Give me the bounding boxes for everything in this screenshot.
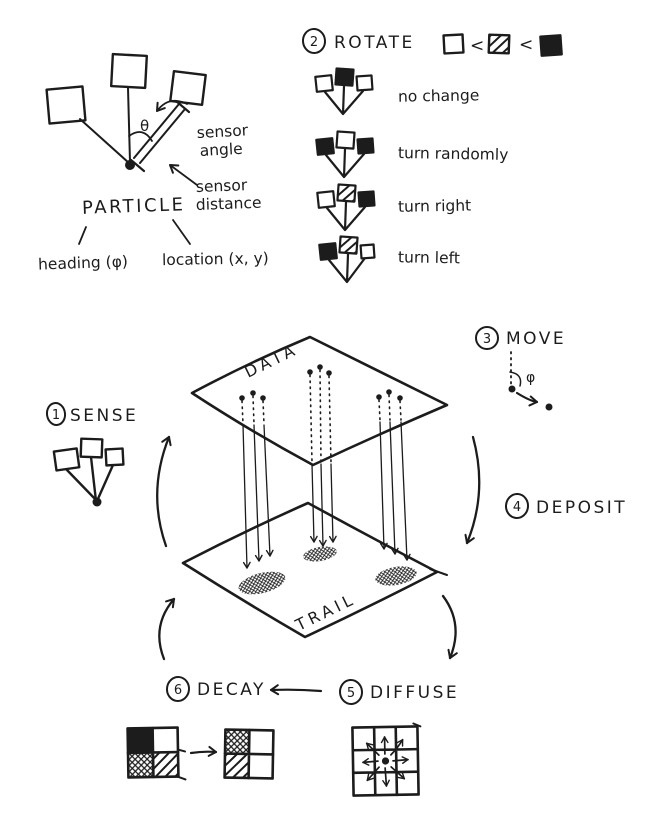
data-plane-label: DATA xyxy=(241,339,302,382)
sensor-glyph xyxy=(316,131,373,177)
sensor-square-right xyxy=(170,71,205,105)
particle-dot xyxy=(93,498,102,507)
deposit-arrow xyxy=(312,464,314,542)
dotted-trail xyxy=(263,401,264,424)
deposit-arrow xyxy=(321,464,323,546)
particle-dot xyxy=(376,394,382,400)
dotted-particle-trails xyxy=(242,370,401,462)
svg-text:6: 6 xyxy=(173,683,183,698)
particle-dot xyxy=(317,364,323,370)
svg-text:angle: angle xyxy=(199,139,244,160)
particle-dot xyxy=(326,370,332,376)
svg-text:2: 2 xyxy=(309,35,319,50)
particle-start-dot xyxy=(509,386,516,393)
rotate-row xyxy=(316,131,508,177)
decay-step xyxy=(166,676,266,702)
rotate-row-label: turn left xyxy=(397,248,461,268)
cycle-arc-left xyxy=(157,437,169,546)
move-label: MOVE xyxy=(506,329,567,349)
deposit-arrow xyxy=(390,422,395,554)
sensor-square-left xyxy=(47,86,86,123)
deposit-arrow xyxy=(401,422,407,560)
decay-grid-after xyxy=(225,730,274,779)
less-than-sign: < xyxy=(470,36,485,56)
diffuse-step xyxy=(339,679,459,705)
grid-cell xyxy=(225,754,249,778)
rotate-row-label: turn right xyxy=(397,196,472,216)
diffuse-center-dot xyxy=(382,757,389,764)
trail-smudge xyxy=(236,567,287,598)
deposit-arrow xyxy=(254,425,259,561)
sensor-square xyxy=(315,75,332,92)
grid-cell xyxy=(153,752,178,777)
heading-connector-line xyxy=(79,227,86,244)
theta-symbol: θ xyxy=(140,117,150,135)
sensor-glyph xyxy=(315,68,372,114)
svg-text:4: 4 xyxy=(512,500,522,515)
sensor-square xyxy=(336,131,354,148)
particle-anatomy-diagram xyxy=(38,54,269,274)
sense-step xyxy=(46,402,139,507)
svg-text:1: 1 xyxy=(51,408,61,423)
deposit-arrow xyxy=(243,425,247,568)
dotted-trail xyxy=(400,401,401,420)
cycle-arc-bottom-left xyxy=(159,599,174,659)
grid-cell xyxy=(128,752,153,777)
particle-dot xyxy=(250,390,256,396)
dotted-trail xyxy=(329,376,331,462)
rotate-step-badge xyxy=(302,28,326,54)
rotate-row xyxy=(319,236,460,282)
particle-dot xyxy=(260,395,266,401)
rotate-row-label: turn randomly xyxy=(397,144,509,164)
sensor-square xyxy=(106,449,124,466)
move-arrow xyxy=(517,393,537,402)
rotate-row xyxy=(315,68,479,114)
deposit-arrow xyxy=(380,422,384,549)
sensor-square xyxy=(357,75,373,90)
sensor-square xyxy=(337,184,355,201)
diffuse-to-decay-arrow xyxy=(271,690,321,691)
diffuse-label: DIFFUSE xyxy=(370,683,460,703)
sensor-square-middle xyxy=(111,54,147,88)
grid-cell xyxy=(249,754,273,778)
heading-label: heading (φ) xyxy=(37,252,129,274)
location-connector-line xyxy=(173,220,190,244)
deposit-arrows xyxy=(243,422,407,568)
cycle-arc-right xyxy=(467,437,479,543)
trail-smudge xyxy=(302,544,338,564)
trail-plane-label: TRAIL xyxy=(292,589,360,635)
dotted-trail xyxy=(310,375,312,462)
particle-dot xyxy=(125,160,135,170)
rotate-row-label: no change xyxy=(397,86,480,106)
decay-label: DECAY xyxy=(197,680,266,700)
move-glyph xyxy=(509,352,553,411)
sensor-square xyxy=(319,243,336,260)
sensor-square xyxy=(358,138,374,153)
sensor-distance-label xyxy=(196,176,262,214)
sensor-square xyxy=(81,439,103,458)
dotted-trail xyxy=(389,395,390,420)
grid-cell xyxy=(128,728,153,753)
diffuse-arrow-down xyxy=(385,768,386,786)
svg-text:distance: distance xyxy=(195,193,262,214)
sensor-arm-middle xyxy=(128,88,130,162)
less-than-sign: < xyxy=(519,35,534,55)
svg-text:3: 3 xyxy=(482,332,492,347)
legend-square-hatched xyxy=(489,35,510,54)
legend-square-solid xyxy=(540,35,561,55)
sense-glyph xyxy=(54,439,124,507)
grid-cell xyxy=(249,730,273,754)
deposit-arrow xyxy=(331,464,333,542)
particle-dot xyxy=(307,369,313,375)
sensor-distance-arrow xyxy=(170,165,197,185)
sensor-glyph xyxy=(317,184,374,230)
weight-legend xyxy=(444,34,562,56)
simulation-cycle xyxy=(46,327,628,705)
sensor-arm-left xyxy=(80,119,129,163)
sensor-square xyxy=(316,138,333,155)
grid-cell xyxy=(225,730,249,754)
cycle-arc-bottom-right xyxy=(443,596,456,658)
sensor-glyph xyxy=(319,236,374,282)
legend-square-empty xyxy=(444,34,464,53)
sensor-square xyxy=(335,68,353,85)
particle-title: PARTICLE xyxy=(81,194,186,219)
sensor-square xyxy=(54,448,79,470)
grid-cell xyxy=(153,728,178,753)
decay-transform-arrow xyxy=(191,752,216,753)
particle-dot xyxy=(397,395,403,401)
deposit-arrow xyxy=(264,425,270,556)
particle-dot xyxy=(239,395,245,401)
deposit-step xyxy=(505,493,627,519)
particle-dot xyxy=(386,389,392,395)
sensor-square xyxy=(317,191,334,208)
data-plane xyxy=(192,337,447,465)
rotate-row xyxy=(317,184,471,230)
rotate-title: ROTATE xyxy=(334,33,415,53)
sensor-square xyxy=(339,236,357,253)
dotted-trail xyxy=(320,370,321,462)
svg-text:5: 5 xyxy=(346,686,356,701)
dotted-trail xyxy=(242,401,243,424)
location-label: location (x, y) xyxy=(161,249,269,270)
sensor-angle-label xyxy=(196,121,249,160)
diffuse-example xyxy=(352,723,421,795)
dotted-trail xyxy=(253,396,254,424)
sense-label: SENSE xyxy=(70,406,139,426)
deposit-label: DEPOSIT xyxy=(536,498,628,518)
decay-example xyxy=(128,727,274,780)
decay-grid-before xyxy=(128,727,186,780)
dotted-trail xyxy=(379,400,380,420)
svg-text:sensor: sensor xyxy=(196,121,249,142)
sensor-square xyxy=(361,245,375,259)
phi-symbol: φ xyxy=(526,370,536,386)
sensor-square xyxy=(359,191,375,206)
rotate-section xyxy=(302,28,562,282)
move-step xyxy=(476,327,566,411)
particle-end-dot xyxy=(546,404,553,411)
trail-smudges xyxy=(236,544,418,598)
svg-text:sensor: sensor xyxy=(195,176,248,196)
